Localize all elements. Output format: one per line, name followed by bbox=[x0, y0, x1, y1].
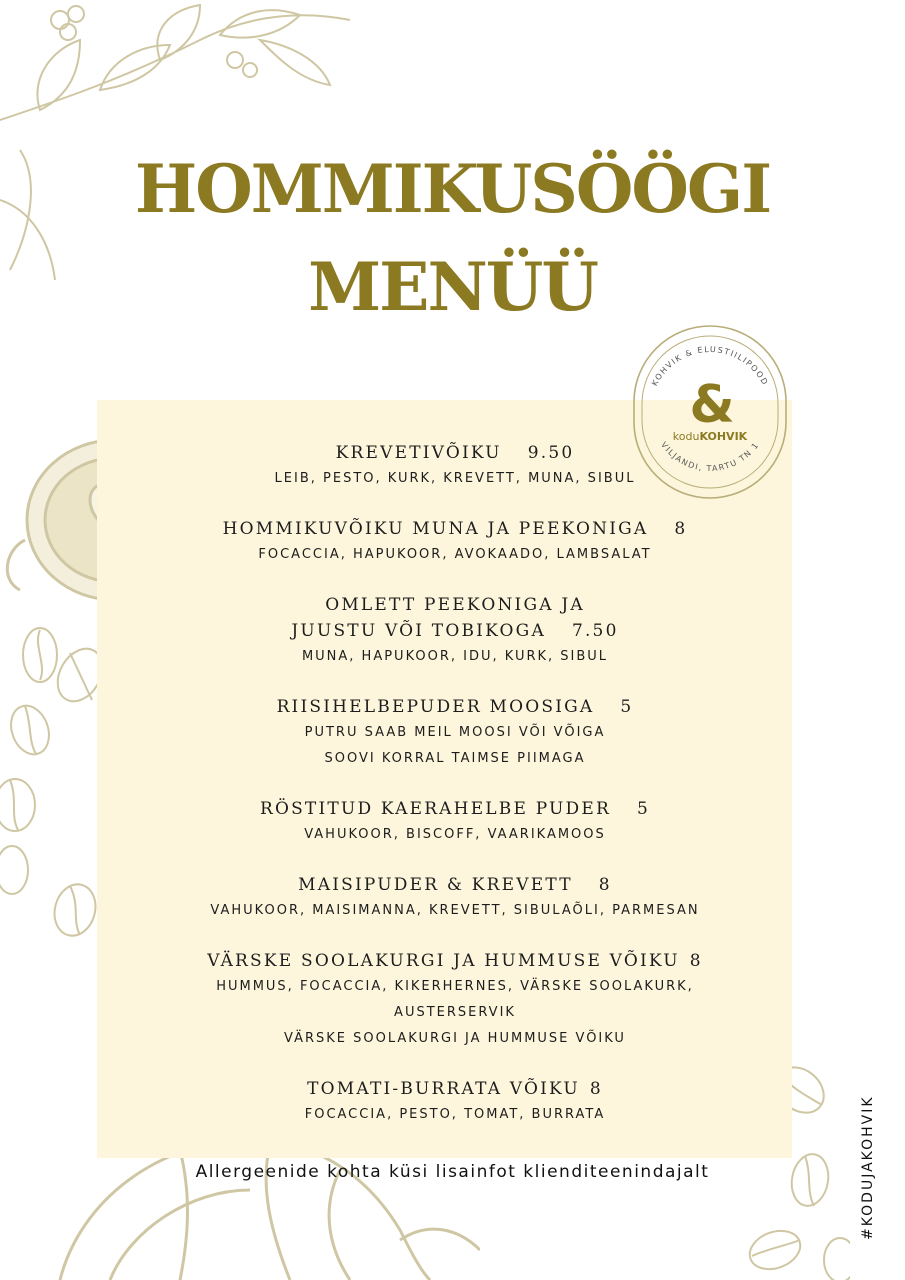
menu-item-price: 8 bbox=[689, 951, 703, 971]
menu-item-name: JUUSTU VÕI TOBIKOGA 7.50 bbox=[291, 621, 619, 641]
page-title-line2: MENÜÜ bbox=[308, 248, 597, 326]
menu-item bbox=[150, 592, 760, 670]
logo-arc-top-text: KOHVIK & ELUSTIILIPOOD bbox=[649, 344, 771, 388]
menu-item-description: MUNA, HAPUKOOR, IDU, KURK, SIBUL bbox=[301, 649, 609, 664]
logo-brand-suffix: KOHVIK bbox=[699, 430, 748, 443]
menu-item bbox=[150, 948, 760, 1052]
menu-item-price: 5 bbox=[637, 799, 651, 819]
hashtag-text: #KODUJAKOHVIK bbox=[860, 1095, 876, 1240]
menu-item-name: TOMATI-BURRATA VÕIKU 8 bbox=[307, 1079, 603, 1099]
menu-item-description: HUMMUS, FOCACCIA, KIKERHERNES, VÄRSKE SOOLAKURK, bbox=[216, 979, 694, 994]
menu-item-price: 8 bbox=[589, 1079, 603, 1099]
page-title-line1: HOMMIKUSÖÖGI bbox=[134, 150, 771, 228]
menu-item bbox=[150, 694, 760, 772]
menu-item-description: AUSTERSERVIK bbox=[394, 1005, 516, 1020]
allergen-note: Allergeenide kohta küsi lisainfot klienditeenindajalt bbox=[195, 1162, 710, 1182]
menu-item-name: RÖSTITUD KAERAHELBE PUDER 5 bbox=[259, 799, 651, 819]
menu-item bbox=[150, 440, 760, 492]
menu-item-price: 7.50 bbox=[571, 621, 619, 641]
menu-item bbox=[150, 796, 760, 848]
menu-item-description: LEIB, PESTO, KURK, KREVETT, MUNA, SIBUL bbox=[274, 471, 636, 486]
menu-item-name: RIISIHELBEPUDER MOOSIGA 5 bbox=[276, 697, 634, 717]
menu-item-name: KREVETIVÕIKU 9.50 bbox=[335, 443, 575, 463]
menu-item-description: VÄRSKE SOOLAKURGI JA HUMMUSE VÕIKU bbox=[284, 1031, 626, 1046]
menu-item-name: HOMMIKUVÕIKU MUNA JA PEEKONIGA 8 bbox=[222, 519, 688, 539]
menu-item-name: VÄRSKE SOOLAKURGI JA HUMMUSE VÕIKU 8 bbox=[207, 951, 703, 971]
menu-item-description: PUTRU SAAB MEIL MOOSI VÕI VÕIGA bbox=[304, 725, 606, 740]
menu-item-description: SOOVI KORRAL TAIMSE PIIMAGA bbox=[324, 751, 586, 766]
menu-item-description: VAHUKOOR, BISCOFF, VAARIKAMOOS bbox=[304, 827, 606, 842]
menu-item-price: 9.50 bbox=[527, 443, 575, 463]
menu-list bbox=[150, 440, 760, 1152]
menu-item-price: 8 bbox=[598, 875, 612, 895]
menu-item-name: MAISIPUDER & KREVETT 8 bbox=[298, 875, 612, 895]
menu-item bbox=[150, 872, 760, 924]
menu-item bbox=[150, 516, 760, 568]
logo-ampersand: & bbox=[689, 375, 735, 435]
logo-brand-prefix: kodu bbox=[672, 430, 700, 443]
menu-item bbox=[150, 1076, 760, 1128]
menu-item-name: OMLETT PEEKONIGA JA bbox=[325, 595, 585, 615]
menu-item-price: 8 bbox=[674, 519, 688, 539]
menu-item-description: FOCACCIA, PESTO, TOMAT, BURRATA bbox=[304, 1107, 606, 1122]
logo-arc-bottom-text: VILJANDI, TARTU TN 1 bbox=[659, 440, 761, 474]
menu-item-description: VAHUKOOR, MAISIMANNA, KREVETT, SIBULAÕLI, PARMESAN bbox=[210, 903, 700, 918]
coffee-beans-left-illustration bbox=[0, 620, 110, 940]
menu-item-description: FOCACCIA, HAPUKOOR, AVOKAADO, LAMBSALAT bbox=[258, 547, 652, 562]
menu-item-price: 5 bbox=[620, 697, 634, 717]
